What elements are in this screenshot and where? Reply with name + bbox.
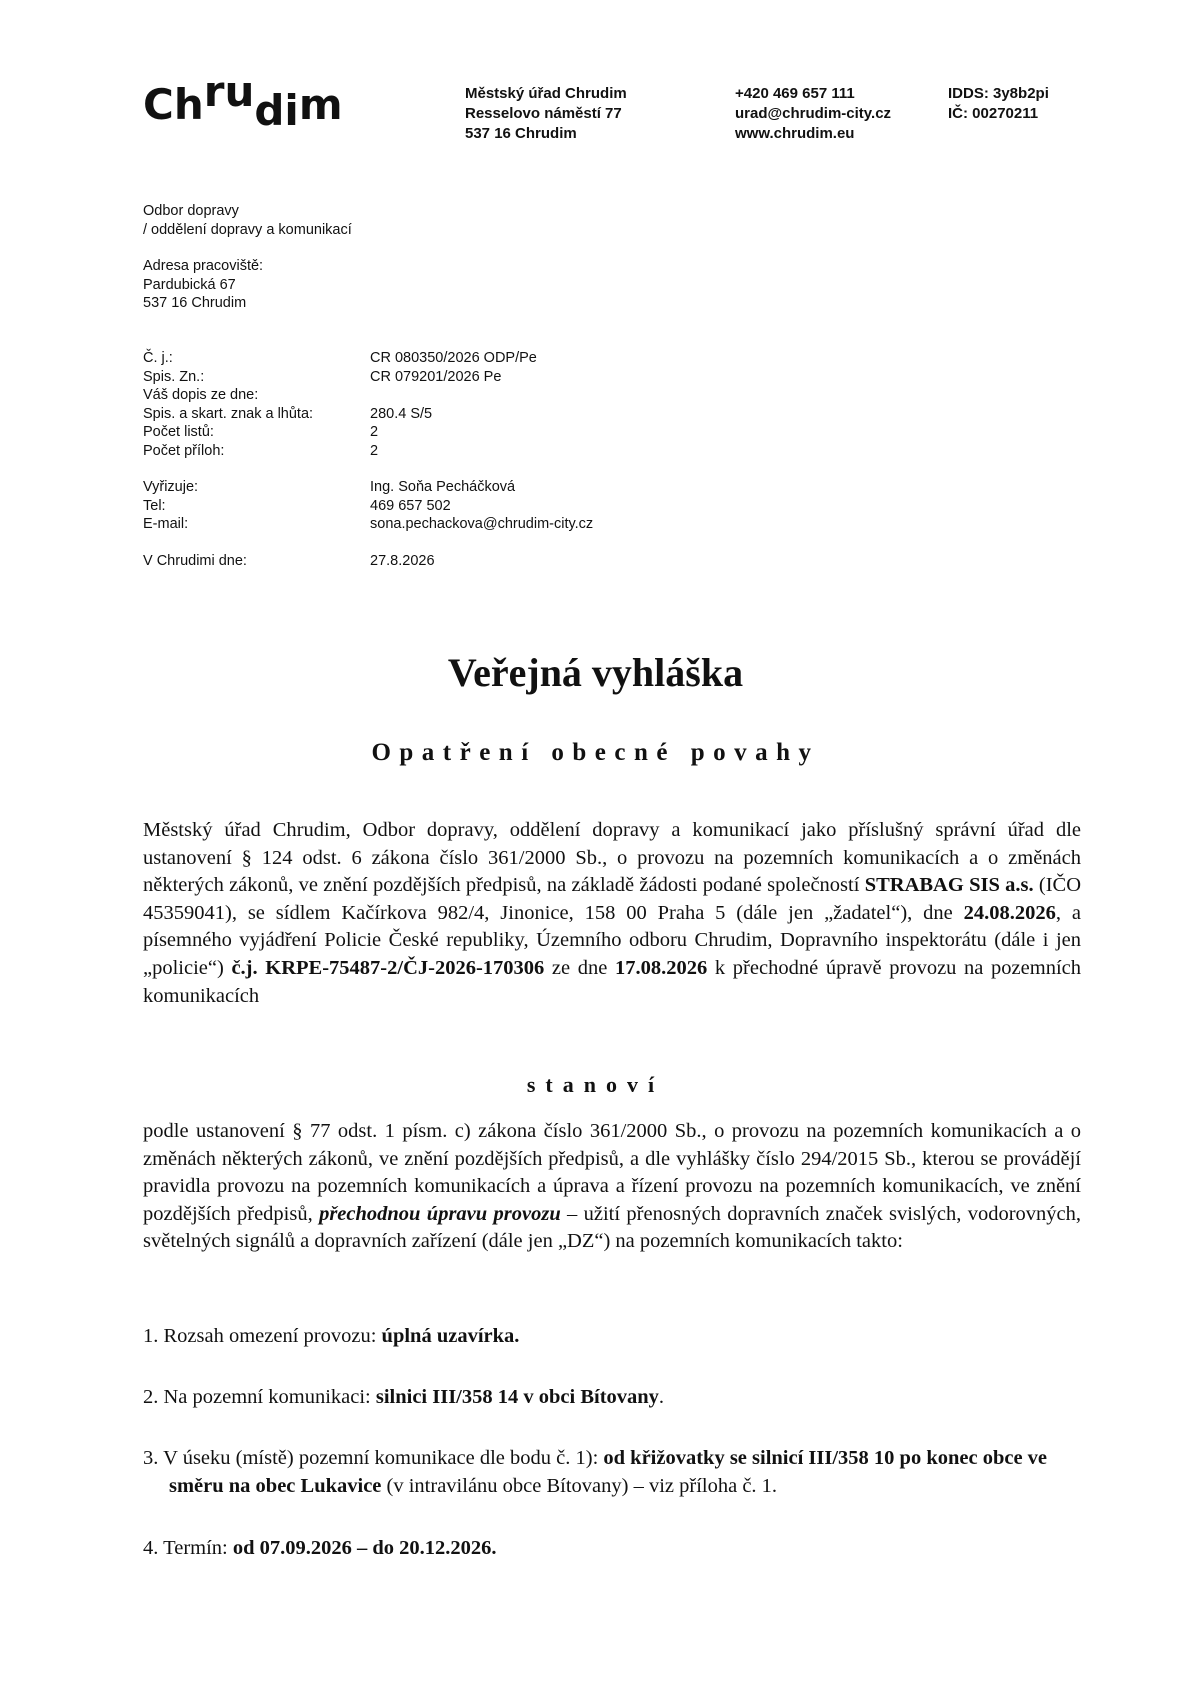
item-text: (v intravilánu obce Bítovany) – viz příloha č. 1. [381, 1474, 778, 1497]
meta-label: Počet příloh: [143, 442, 225, 459]
meta-label: Vyřizuje: [143, 479, 199, 495]
meta-value: CR 079201/2026 Pe [370, 368, 502, 385]
office-address [465, 84, 627, 144]
meta-label: V Chrudimi dne: [143, 552, 247, 569]
meta-value: 2 [370, 442, 379, 459]
item-bold: silnici III/358 14 v obci Bítovany [375, 1386, 659, 1408]
meta-row [143, 405, 593, 424]
logo-part: m [298, 80, 343, 129]
department [143, 202, 352, 239]
meta-row [143, 423, 593, 442]
intro-text: k přechodné úpravě provozu na pozemních komunikacích [143, 956, 1081, 1007]
meta-label: E-mail: [143, 516, 189, 532]
applicant-name: STRABAG SIS a.s. [864, 874, 1034, 897]
meta-label: Počet listů: [143, 424, 214, 440]
intro-text: , a písemného vyjádření Policie České republiky, Územního odboru Chrudim, Dopravního inspektorátu (dále i jen „policie“) [143, 901, 1081, 979]
item-text: 4. Termín: [143, 1537, 233, 1559]
item-text: 2. Na pozemní komunikaci: [143, 1386, 376, 1408]
meta-value: 27.8.2026 [370, 552, 435, 569]
contact-phone: +420 469 657 111 [735, 85, 855, 102]
office-line: 537 16 Chrudim [465, 125, 577, 142]
office-line: Městský úřad Chrudim [465, 85, 627, 102]
office-line: Resselovo náměstí 77 [465, 105, 622, 122]
item-text: 3. V úseku (místě) pozemní komunikace dle bodu č. 1): [143, 1447, 604, 1469]
meta-row [143, 368, 593, 387]
body-emphasis: přechodnou úpravu provozu [319, 1202, 561, 1225]
workplace-address [143, 257, 263, 313]
office-contact [735, 84, 891, 144]
item-text: 1. Rozsah omezení provozu: [143, 1325, 382, 1347]
document-title: Veřejná vyhláška [447, 650, 744, 695]
body-paragraph [143, 1118, 1081, 1256]
reference-block [143, 349, 593, 570]
workplace-line: Pardubická 67 [143, 276, 236, 293]
meta-value: sona.pechackova@chrudim-city.cz [370, 516, 594, 532]
intro-paragraph [143, 817, 1081, 1010]
meta-row [143, 478, 593, 497]
section-heading-stanovi: stanoví [526, 1072, 665, 1097]
police-date: 17.08.2026 [615, 956, 708, 979]
item-bold: od 07.09.2026 – do 20.12.2026. [232, 1537, 497, 1559]
intro-text: Městský úřad Chrudim, Odbor dopravy, oddělení dopravy a komunikací jako příslušný správní úřad dle ustanovení § 124 odst. 6 zákona číslo 361/2000 Sb., o provozu na pozemních komunikacích a o změnách některých zákonů, ve znění pozdějších předpisů, na základě žádosti podané společností [143, 819, 1081, 897]
meta-label: Č. j.: [143, 350, 173, 366]
workplace-line: 537 16 Chrudim [143, 295, 247, 311]
body-text: – užití přenosných dopravních značek svislých, vodorovných, světelných signálů a dopravních zařízení (dále jen „DZ“) na pozemních komunikacích takto: [143, 1202, 1081, 1253]
intro-text: (IČO 45359041), se sídlem Kačírkova 982/4, Jinonice, 158 00 Praha 5 (dále jen „žadatel“), dne [143, 874, 1081, 924]
logo-part: di [254, 86, 299, 135]
document-subtitle: Opatření obecné povahy [371, 739, 820, 766]
office-ids [948, 84, 1049, 124]
meta-row [143, 497, 593, 516]
list-item [143, 1535, 1093, 1563]
item-text: . [658, 1386, 665, 1408]
chrudim-logo [143, 67, 343, 135]
meta-label: Tel: [143, 497, 166, 514]
meta-label: Váš dopis ze dne: [143, 387, 259, 403]
list-item [143, 1384, 1093, 1412]
idds: IDDS: 3y8b2pi [948, 85, 1049, 102]
meta-row [143, 442, 593, 461]
contact-web: www.chrudim.eu [735, 125, 855, 142]
logo-part: Ch [143, 80, 204, 129]
logo-part: ru [203, 67, 255, 116]
item-bold: od křižovatky se silnicí III/358 10 po konec obce ve směru na obec Lukavice [169, 1447, 1048, 1497]
meta-value: CR 080350/2026 ODP/Pe [370, 350, 537, 366]
meta-row [143, 386, 593, 405]
contact-email: urad@chrudim-city.cz [735, 105, 892, 122]
meta-row [143, 552, 593, 571]
intro-text: ze dne [544, 956, 616, 979]
list-item [143, 1445, 1093, 1500]
meta-value: 280.4 S/5 [370, 405, 433, 422]
meta-value: Ing. Soňa Pecháčková [370, 479, 516, 495]
meta-value: 2 [370, 424, 379, 440]
ico: IČ: 00270211 [948, 105, 1039, 122]
department-line: / oddělení dopravy a komunikací [143, 221, 352, 238]
meta-label: Spis. Zn.: [143, 368, 205, 385]
department-line: Odbor dopravy [143, 203, 239, 219]
request-date: 24.08.2026 [963, 901, 1056, 924]
meta-row [143, 515, 593, 534]
meta-label: Spis. a skart. znak a lhůta: [143, 405, 314, 422]
body-text: podle ustanovení § 77 odst. 1 písm. c) zákona číslo 361/2000 Sb., o provozu na pozemních komunikacích a o změnách některých zákonů, ve znění pozdějších předpisů, a dle vyhlášky číslo 294/2015 Sb., kterou se provádějí pravidla provozu na pozemních komunikacích a úprava a řízení provozu na pozemních komunikacích, ve znění pozdějších předpisů, [143, 1120, 1081, 1225]
meta-row [143, 349, 593, 368]
meta-value: 469 657 502 [370, 497, 451, 514]
item-bold: úplná uzavírka. [381, 1325, 520, 1347]
workplace-line: Adresa pracoviště: [143, 258, 264, 274]
list-item [143, 1323, 1093, 1351]
police-reference: č.j. KRPE-75487-2/ČJ-2026-170306 [231, 956, 545, 979]
